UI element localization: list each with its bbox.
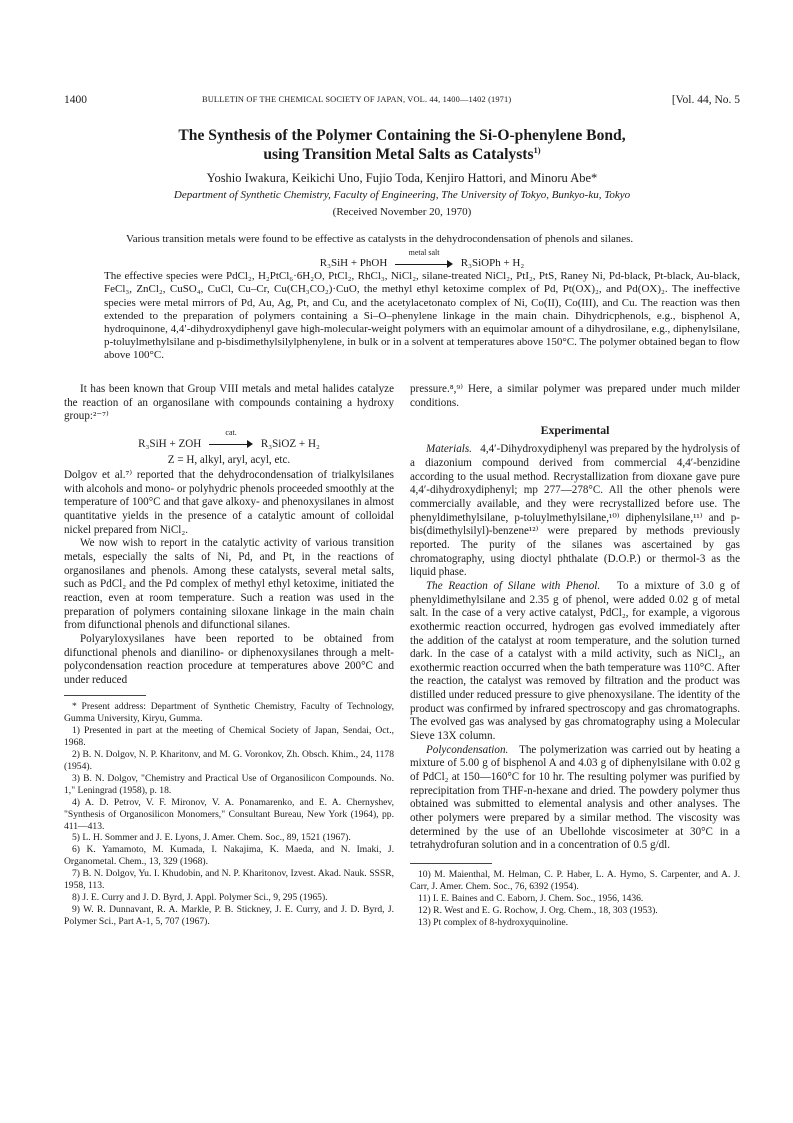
footnote: 1) Presented in part at the meeting of Chemical Society of Japan, Sendai, Oct., 1968. [64, 725, 394, 749]
footnote: 2) B. N. Dolgov, N. P. Kharitonv, and M. G. Voronkov, Zh. Obsch. Khim., 24, 1178 (1954). [64, 749, 394, 772]
affiliation: Department of Synthetic Chemistry, Faculty of Engineering, The University of Tokyo, Bunkyo-ku, Tokyo [173, 189, 631, 201]
footnote: 3) B. N. Dolgov, "Chemistry and Practical Use of Organosilicon Compounds. No. 1," Leningrad (1958), p. 18. [64, 772, 394, 796]
section-title-experimental: Experimental [540, 423, 610, 438]
materials-text: 4,4′-Dihydroxydiphenyl was prepared by the hydrolysis of a diazonium compound derived from commercial 4,4′-benzidine according to the usual method. Recrystallization from dioxane gave pure 4,4′-dihydroxydiphenyl; mp 277—278°C. All the other phenols were commercially available, and they were recrystallized before use. The phenyldimethylsilane, p-toluylmethylsilane,¹⁰⁾ diphenylsilane,¹¹⁾ and p-bis(dimethylsilyl)-benzene¹²⁾ were prepared by methods previously reported. The purity of the silanes was ascertained by gas chromatography, using dioctyl phthalate (D.O.P.) or thermol-3 as the liquid phase. [410, 443, 740, 579]
reaction-arrow-icon [395, 247, 453, 269]
abstract [104, 233, 740, 363]
intro-equation-right: R₃SiOZ + H₂ [260, 437, 320, 450]
abstract-paragraph-1: Various transition metals were found to be effective as catalysts in the dehydrocondensation of phenols and silanes. [126, 233, 634, 245]
footnote: 8) J. E. Curry and J. D. Byrd, J. Appl. Polymer Sci., 9, 295 (1965). [72, 891, 328, 903]
footnote: 9) W. R. Dunnavant, R. A. Markle, P. B. Stickney, J. E. Curry, and J. D. Byrd, J. Polymer Sci., Part A-1, 5, 707 (1967). [64, 903, 394, 927]
title-line-2-text: using Transition Metal Salts as Catalysts [263, 146, 534, 163]
footnote: * Present address: Department of Synthetic Chemistry, Faculty of Technology, Gumma University, Kiryu, Gumma. [64, 701, 394, 725]
received-date: (Received November 20, 1970) [332, 206, 472, 218]
abstract-equation-left: R₃SiH + PhOH [319, 257, 388, 270]
reaction-heading: The Reaction of Silane with Phenol. [426, 579, 601, 592]
running-head [64, 93, 740, 107]
footnote: 4) A. D. Petrov, V. F. Mironov, V. A. Ponamarenko, and E. A. Chernyshev, "Synthesis of Organosilicon Monomers," Consultant Bureau, New York (1964), pp. 411—413. [64, 796, 394, 832]
abstract-equation [104, 246, 740, 270]
article-title [64, 126, 740, 164]
footnote: 5) L. H. Sommer and J. E. Lyons, J. Amer. Chem. Soc., 89, 1521 (1967). [72, 832, 351, 844]
intro-equation-left: R₃SiH + ZOH [138, 437, 202, 450]
footnote-divider [410, 863, 492, 864]
intro-paragraph-4: Polyaryloxysilanes have been reported to be obtained from difunctional phenols and dianilino- or diphenoxysilanes through a melt-polycondensation reaction procedure at temperatures above 200°C and under reduced [64, 632, 394, 686]
journal-citation: BULLETIN OF THE CHEMICAL SOCIETY OF JAPAN, VOL. 44, 1400—1402 (1971) [202, 95, 512, 104]
footnotes-right [410, 869, 740, 929]
reaction-arrow-icon [209, 428, 253, 449]
footnote: 13) Pt complex of 8-hydroxyquinoline. [418, 916, 569, 928]
abstract-equation-right: R₃SiOPh + H₂ [460, 257, 525, 270]
footnote: 11) I. E. Baines and C. Eaborn, J. Chem. Soc., 1956, 1436. [418, 892, 644, 904]
title-line-2 [64, 145, 740, 164]
intro-paragraph-1: It has been known that Group VIII metals and metal halides catalyze the reaction of an organosilane with compounds containing a hydroxy group:²⁻⁷⁾ [64, 383, 394, 423]
title-footnote-mark: 1) [533, 144, 541, 155]
footnotes-left [64, 701, 394, 927]
arrow-label: metal salt [408, 247, 440, 257]
reaction-text: To a mixture of 3.0 g of phenyldimethylsilane and 2.35 g of phenol, were added 0.02 g of metal salt. In the case of a very active catalyst, PdCl₂, for example, a vigorous exothermic reaction occurred, hydrogen gas evolved immediately after the addition of the catalyst at room temperature, and the solution turned dark. In the case of a catalyst with a mild activity, such as NiCl₂, an exothermic reaction occurred when the bath temperature was 110°C. After the reaction, the catalyst was removed by filtration and the product was distilled under reduced pressure to give phenoxysilane. The identity of the product was confirmed by infrared spectroscopy and gas chromatographs. The evolved gas was analysed by gas chromatography using a Molecular Sieve 13X column. [410, 579, 740, 743]
polycondensation-text: The polymerization was carried out by heating a mixture of 5.00 g of bisphenol A and 4.03 g of diphenylsilane with 0.02 g of PdCl₂ at 150—160°C for 10 hr. The resulting polymer was purified by reprecipitation from THF-n-hexane and dried. The powdery polymer thus obtained was submitted to elemental analysis and other analyses. The other polymers were prepared by a similar method. The viscosity was determined by the use of an Ubellohde viscosimeter at 30°C in a tetrahydrofuran solution and in a concentration of 0.5 g/dl. [410, 743, 740, 852]
intro-continuation: pressure.⁸,⁹⁾ Here, a similar polymer was prepared under much milder conditions. [410, 383, 740, 409]
materials-paragraph [410, 443, 740, 580]
polycondensation-heading: Polycondensation. [426, 743, 509, 756]
abstract-paragraph-2: The effective species were PdCl₂, H₂PtCl₆·6H₂O, PtCl₂, RhCl₃, NiCl₂, silane-treated NiCl₂, PtI₂, PtS, Raney Ni, Pd-black, Pt-black, Au-black, FeCl₃, ZnCl₂, CuSO₄, CuCl, Cu–Cr, Cu(CH₃CO₂)·CuO, the methyl ethyl ketoxime complex of Pd, Pt(OX)₂, and Pd(OX)₂. The ineffective species were metal mirrors of Pd, Au, Ag, Pt, and Cu, and the acetylacetonato complex of Ni, Co(II), Co(III), and Cu. The reaction was then extended to the preparation of polymers containing a Si–O–phenylene linkage in the main chain. Dihydricphenols, e.g., bisphenol A, hydroquinone, 4,4′-dihydroxydiphenyl gave high-molecular-weight polymers with an equimolar amount of a dihydrosilane, e.g., diphenylsilane, p-toluylmethylsilane and p-bisdimethylsilylphenylene, in bulk or in a solvent at temperatures above 150°C. The polymer obtained began to flow above 100°C. [104, 270, 740, 362]
footnote: 7) B. N. Dolgov, Yu. I. Khudobin, and N. P. Kharitonov, Izvest. Akad. Nauk. SSSR, 1958, 113. [64, 868, 394, 892]
intro-equation-definition: Z = H, alkyl, aryl, acyl, etc. [167, 453, 291, 466]
right-column [410, 383, 740, 929]
volume-issue: [Vol. 44, No. 5 [671, 94, 740, 106]
polycondensation-paragraph [410, 744, 740, 853]
intro-paragraph-2: Dolgov et al.⁷⁾ reported that the dehydrocondensation of trialkylsilanes with alcohols and mono- or polyhydric phenols proceeded smoothly at the temperature of 100°C and that gave alkoxy- and phenoxysilanes in almost quantitative yields in the presence of a catalytic amount of colloidal nickel prepared from NiCl₂. [64, 468, 394, 536]
reaction-paragraph [410, 580, 740, 744]
author-list: Yoshio Iwakura, Keikichi Uno, Fujio Toda, Kenjiro Hattori, and Minoru Abe* [206, 171, 598, 185]
left-column [64, 383, 394, 928]
footnote: 10) M. Maienthal, M. Helman, C. P. Haber, L. A. Hymo, S. Carpenter, and A. J. Carr, J. Amer. Chem. Soc., 76, 6392 (1954). [410, 869, 740, 892]
intro-equation [64, 424, 394, 454]
title-line-1: The Synthesis of the Polymer Containing the Si-O-phenylene Bond, [178, 127, 626, 144]
footnote: 6) K. Yamamoto, M. Kumada, I. Nakajima, K. Maeda, and N. Imaki, J. Organometal. Chem., 13, 329 (1968). [64, 844, 394, 868]
page-number: 1400 [64, 94, 87, 106]
materials-heading: Materials. [426, 443, 472, 456]
intro-paragraph-3: We now wish to report in the catalytic activity of various transition metals, especially the salts of Ni, Pd, and Pt, in the reactions of organosilanes and phenols. Among these catalysts, several metal salts, such as PdCl₂ and the Pd complex of methyl ethyl ketoxime, initiated the reaction, even at room temperature. Such a reation was used in the preparation of polymers containing siloxane linkage in the main chain from difunctional phenols and difunctional silanes. [64, 537, 394, 632]
arrow-label: cat. [225, 428, 237, 438]
footnote: 12) R. West and E. G. Rochow, J. Org. Chem., 18, 303 (1953). [418, 904, 658, 916]
footnote-divider [64, 695, 146, 696]
